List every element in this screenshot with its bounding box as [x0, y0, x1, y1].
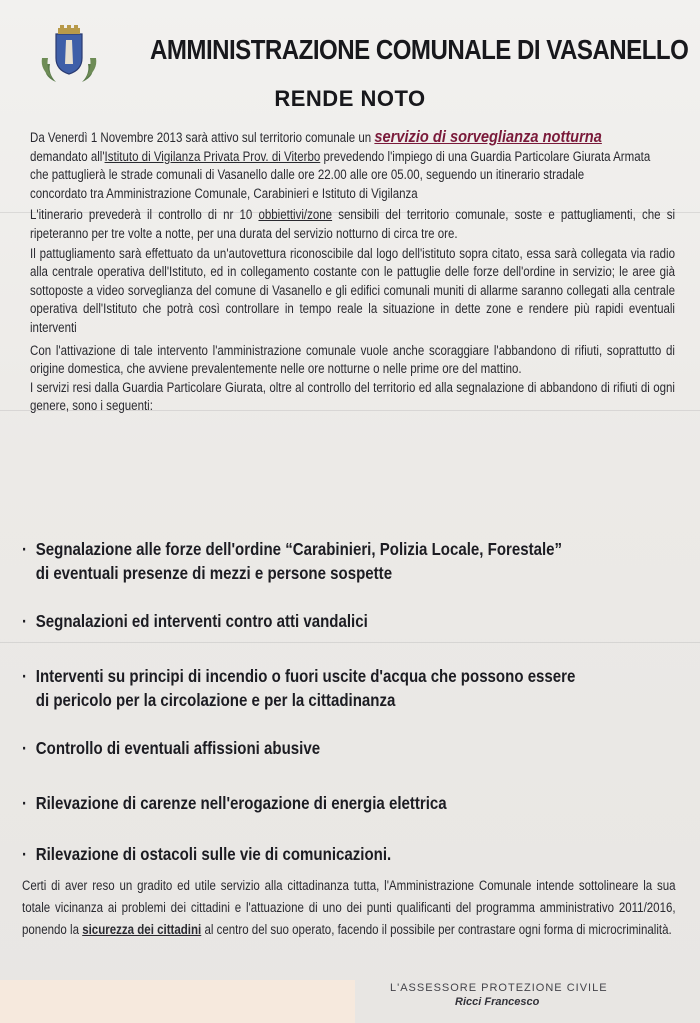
list-item-text: Controllo di eventuali affissioni abusive — [35, 738, 321, 758]
page-subtitle: RENDE NOTO — [274, 86, 426, 111]
bullet-dot-icon: · — [22, 844, 28, 864]
list-item-text: Rilevazione di carenze nell'erogazione di energia elettrica — [35, 793, 447, 813]
bullet-dot-icon: · — [22, 611, 28, 631]
institute-name: Istituto di Vigilanza Privata Prov. di Viterbo — [104, 148, 321, 164]
closing-text: Certi di aver reso un gradito ed utile servizio alla cittadinanza tutta, l'Amministrazione Comunale intende sottolineare la sua totale vicinanza ai problemi dei cittadini e l'attuazione di uno dei punti qualificanti del programma amministrativo 2011/2016, ponendo la — [22, 878, 676, 937]
signature-name: Ricci Francesco — [455, 996, 540, 1008]
itinerary-text: L'itinerario prevederà il controllo di nr 10 — [30, 207, 259, 223]
bullet-dot-icon: · — [22, 738, 28, 758]
waste-paragraph: Con l'attivazione di tale intervento l'amministrazione comunale vuole anche scoraggiare l'abbandono di rifiuti, soprattutto di origine domestica, che avviene prevalentemente nelle ore notturne o nelle prime ore del mattino. — [30, 342, 675, 377]
bullet-dot-icon: · — [22, 539, 28, 559]
intro-text: demandato all' — [30, 148, 105, 164]
paper-crease — [0, 642, 700, 643]
list-item-text: Interventi su principi di incendio o fuori uscite d'acqua che possono essere — [35, 666, 576, 686]
bullet-dot-icon: · — [22, 666, 28, 686]
intro-text: Da Venerdì 1 Novembre 2013 sarà attivo sul territorio comunale un — [30, 130, 375, 145]
notice-body — [30, 128, 675, 416]
list-item — [22, 609, 676, 633]
list-item-text: di eventuali presenze di mezzi e persone sospette — [35, 563, 393, 583]
tape-strip — [0, 980, 355, 1023]
service-highlight: servizio di sorveglianza notturna — [374, 127, 602, 146]
intro-paragraph — [30, 128, 675, 203]
intro-text: concordato tra Amministrazione Comunale, Carabinieri e Istituto di Vigilanza — [30, 185, 418, 201]
patrol-paragraph: Il pattugliamento sarà effettuato da un'autovettura riconoscibile dal logo dell'istituto sopra citato, essa sarà collegata via radio alla centrale operativa dell'Istituto, ed in collegamento costante con le pattuglie delle forze dell'ordine in servizio; le aree già sottoposte a video sorveglianza del comune di Vasanello e gli edifici comunali muniti di allarme saranno collegati alla centrale operativa dell'Istituto che potrà così controllare in tempo reale la situazione in dette zone e rendere più rapidi eventuali interventi — [30, 245, 675, 335]
list-item-text: Rilevazione di ostacoli sulle vie di comunicazioni. — [35, 844, 392, 864]
list-item — [22, 842, 676, 866]
bullet-dot-icon: · — [22, 793, 28, 813]
list-item-text: Segnalazioni ed interventi contro atti vandalici — [35, 611, 368, 631]
list-item — [22, 537, 676, 585]
list-item — [22, 736, 676, 760]
closing-text: al centro del suo operato, facendo il possibile per contrastare ogni forma di microcriminalità. — [201, 922, 672, 937]
page-title: AMMINISTRAZIONE COMUNALE DI VASANELLO — [150, 34, 689, 65]
objectives-term: obbiettivi/zone — [258, 207, 333, 223]
intro-text: prevedendo l'impiego di una Guardia Particolare Giurata Armata — [320, 148, 651, 164]
list-item — [22, 664, 676, 712]
itinerary-paragraph — [30, 206, 675, 243]
itinerary-text: sensibili del territorio comunale, soste e pattugliamenti, che si ripeteranno per tre volte a notte, per una durata del servizio notturno di circa tre ore. — [30, 207, 676, 241]
list-item-text: Segnalazione alle forze dell'ordine “Carabinieri, Polizia Locale, Forestale” — [35, 539, 563, 559]
list-item-text: di pericolo per la circolazione e per la cittadinanza — [35, 690, 396, 710]
municipal-crest-icon — [36, 24, 102, 88]
intro-text: che pattuglierà le strade comunali di Vasanello dalle ore 22.00 alle ore 05.00, seguendo un itinerario stradale — [30, 167, 585, 183]
signature-role: L'ASSESSORE PROTEZIONE CIVILE — [390, 982, 608, 994]
closing-paragraph — [22, 875, 676, 941]
citizen-safety-term: sicurezza dei cittadini — [82, 922, 202, 937]
services-intro-paragraph: I servizi resi dalla Guardia Particolare Giurata, oltre al controllo del territorio ed alla segnalazione di abbandono di rifiuti di ogni genere, sono i seguenti: — [30, 379, 675, 414]
list-item — [22, 791, 676, 815]
